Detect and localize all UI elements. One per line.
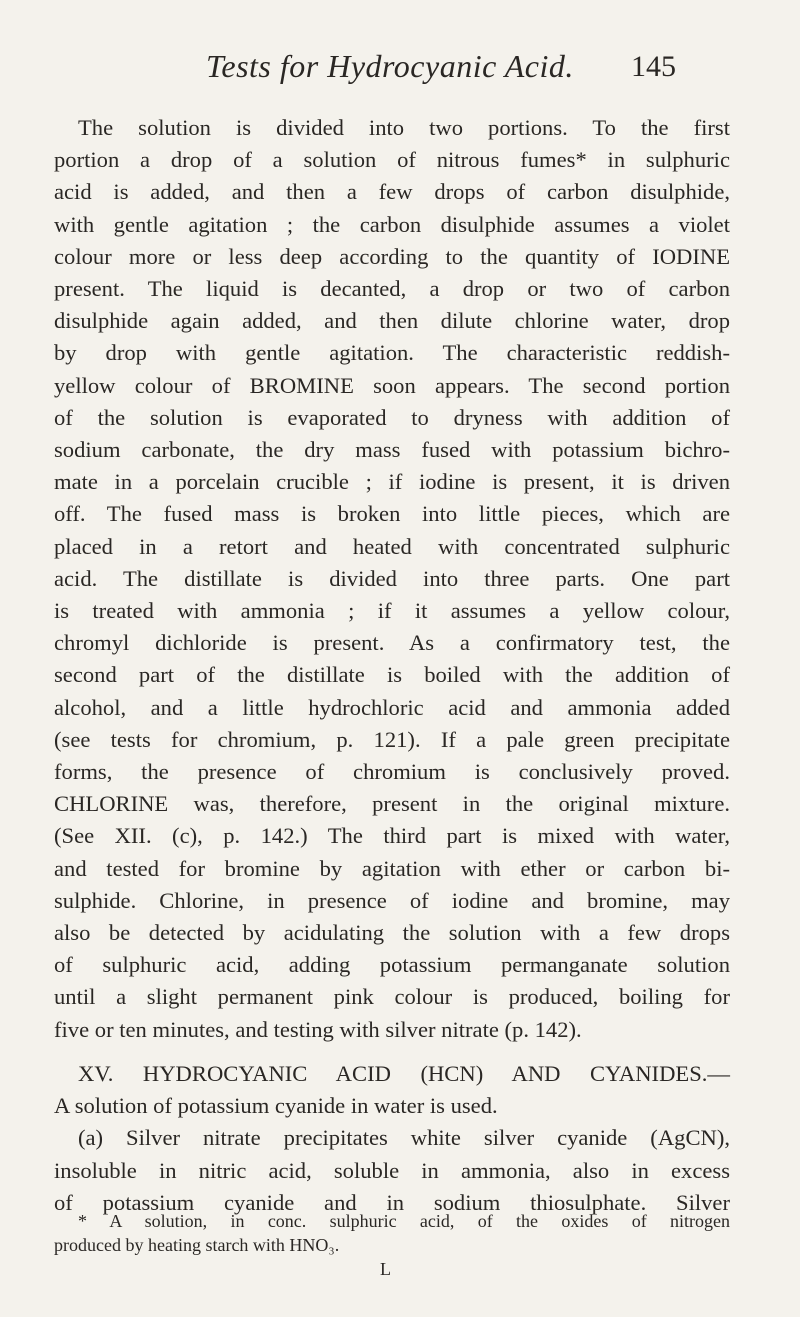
text-line: sodium carbonate, the dry mass fused with potassium bichro- bbox=[54, 437, 730, 463]
running-title: Tests for Hydrocyanic Acid. bbox=[206, 48, 574, 84]
text-line: colour more or less deep according to the quantity of IODINE bbox=[54, 243, 730, 269]
signature-mark: L bbox=[380, 1259, 391, 1279]
text-line: until a slight permanent pink colour is produced, boiling for bbox=[54, 984, 730, 1010]
text-line: A solution of potassium cyanide in water is used. bbox=[54, 1093, 498, 1119]
text-line: The solution is divided into two portions. To the first bbox=[78, 115, 730, 140]
text-line: acid is added, and then a few drops of carbon disulphide, bbox=[54, 179, 730, 205]
text-line: sulphide. Chlorine, in presence of iodine and bromine, may bbox=[54, 887, 730, 913]
text-line: second part of the distillate is boiled with the addition of bbox=[54, 662, 730, 688]
text-line: is treated with ammonia ; if it assumes a yellow colour, bbox=[54, 598, 730, 624]
text-line: CHLORINE was, therefore, present in the original mixture. bbox=[54, 791, 730, 817]
text-line: of the solution is evaporated to dryness with addition of bbox=[54, 404, 730, 430]
text-line: mate in a porcelain crucible ; if iodine is present, it is driven bbox=[54, 469, 730, 495]
text-line: forms, the presence of chromium is conclusively proved. bbox=[54, 759, 730, 785]
footnote-line: * A solution, in conc. sulphuric acid, of the oxides of nitrogen bbox=[78, 1211, 730, 1231]
section-heading-line: XV. HYDROCYANIC ACID (HCN) AND CYANIDES.— bbox=[78, 1060, 730, 1086]
text-line: acid. The distillate is divided into three parts. One part bbox=[54, 565, 730, 591]
text-line: disulphide again added, and then dilute chlorine water, drop bbox=[54, 308, 730, 334]
text-line: (a) Silver nitrate precipitates white silver cyanide (AgCN), bbox=[78, 1125, 730, 1151]
text-line: chromyl dichloride is present. As a confirmatory test, the bbox=[54, 630, 730, 656]
text-line: by drop with gentle agitation. The characteristic reddish- bbox=[54, 340, 730, 366]
text-line: yellow colour of BROMINE soon appears. The second portion bbox=[54, 372, 730, 398]
body-text bbox=[54, 112, 730, 1219]
paragraph-gap bbox=[54, 1046, 730, 1058]
text-line: insoluble in nitric acid, soluble in ammonia, also in excess bbox=[54, 1157, 730, 1183]
text-line: (See XII. (c), p. 142.) The third part is mixed with water, bbox=[54, 823, 730, 849]
text-line: with gentle agitation ; the carbon disulphide assumes a violet bbox=[54, 211, 730, 237]
footnote bbox=[54, 1209, 730, 1257]
text-line: off. The fused mass is broken into little pieces, which are bbox=[54, 501, 730, 527]
text-line: portion a drop of a solution of nitrous fumes* in sulphuric bbox=[54, 147, 730, 173]
page-number: 145 bbox=[631, 50, 676, 83]
text-line: present. The liquid is decanted, a drop or two of carbon bbox=[54, 276, 730, 302]
footnote-line: produced by heating starch with HNO₃. bbox=[54, 1235, 340, 1255]
text-line: (see tests for chromium, p. 121). If a pale green precipitate bbox=[54, 726, 730, 752]
text-line: and tested for bromine by agitation with ether or carbon bi- bbox=[54, 855, 730, 881]
text-line: of sulphuric acid, adding potassium permanganate solution bbox=[54, 952, 730, 978]
text-line: alcohol, and a little hydrochloric acid and ammonia added bbox=[54, 694, 730, 720]
page-header bbox=[206, 48, 676, 88]
text-line: placed in a retort and heated with concentrated sulphuric bbox=[54, 533, 730, 559]
text-line: of potassium cyanide and in sodium thiosulphate. Silver bbox=[54, 1189, 730, 1215]
text-line: also be detected by acidulating the solution with a few drops bbox=[54, 920, 730, 946]
text-line: five or ten minutes, and testing with silver nitrate (p. 142). bbox=[54, 1016, 582, 1042]
